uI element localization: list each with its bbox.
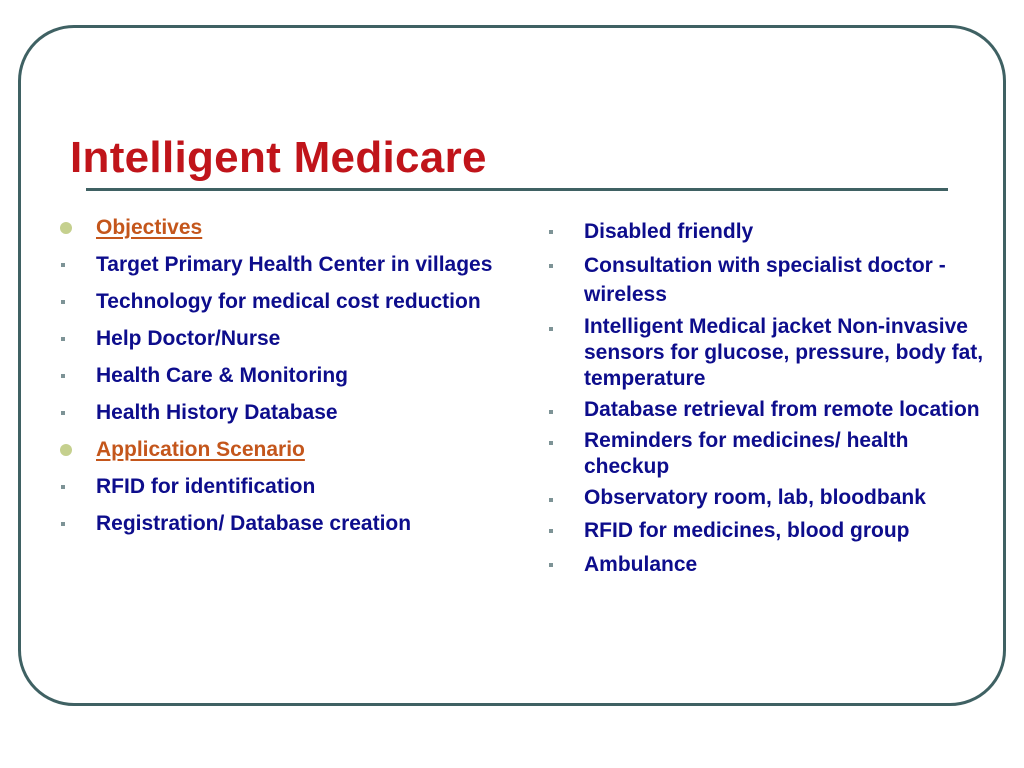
list-item-text: RFID for identification [96, 475, 316, 498]
list-heading-text: Application Scenario [96, 438, 305, 461]
list-item [548, 397, 998, 423]
circle-bullet-icon [60, 435, 80, 464]
square-bullet-icon [60, 472, 80, 501]
list-item [548, 314, 998, 392]
square-bullet-icon [60, 361, 80, 390]
list-item [60, 398, 500, 427]
list-heading-text: Objectives [96, 216, 203, 239]
list-item-text: Consultation with specialist doctor - wireless [584, 254, 946, 306]
list-item [548, 550, 998, 579]
list-heading-application-scenario [60, 435, 500, 464]
list-item [548, 516, 998, 545]
list-item [548, 217, 998, 246]
square-bullet-icon [60, 324, 80, 353]
square-bullet-icon [548, 485, 568, 514]
square-bullet-icon [548, 428, 568, 457]
square-bullet-icon [548, 397, 568, 426]
left-bullet-list [60, 213, 500, 546]
list-item [548, 428, 998, 480]
list-item [548, 485, 998, 511]
list-item-text: Database retrieval from remote location [584, 398, 980, 421]
list-item [60, 472, 500, 501]
square-bullet-icon [548, 516, 568, 545]
list-item [60, 509, 500, 538]
list-item [60, 250, 500, 279]
list-item-text: Help Doctor/Nurse [96, 327, 281, 350]
square-bullet-icon [548, 217, 568, 246]
list-item-text: RFID for medicines, blood group [584, 519, 910, 542]
list-item-text: Target Primary Health Center in villages [96, 253, 493, 276]
right-bullet-list [548, 217, 998, 584]
list-item-text: Registration/ Database creation [96, 512, 412, 535]
list-item [60, 287, 500, 316]
circle-bullet-icon [60, 213, 80, 242]
square-bullet-icon [548, 550, 568, 579]
square-bullet-icon [60, 287, 80, 316]
list-item [60, 324, 500, 353]
list-item-text: Ambulance [584, 553, 698, 576]
square-bullet-icon [60, 398, 80, 427]
list-item-text: Observatory room, lab, bloodbank [584, 486, 926, 509]
square-bullet-icon [548, 314, 568, 343]
square-bullet-icon [60, 509, 80, 538]
square-bullet-icon [548, 251, 568, 280]
list-item-text: Health History Database [96, 401, 338, 424]
title-underline-rule [86, 188, 948, 191]
list-heading-objectives [60, 213, 500, 242]
list-item-text: Intelligent Medical jacket Non-invasive sensors for glucose, pressure, body fat, temperature [584, 315, 984, 390]
list-item-text: Disabled friendly [584, 220, 754, 243]
list-item-text: Reminders for medicines/ health checkup [584, 429, 909, 478]
slide-title: Intelligent Medicare [70, 133, 487, 182]
list-item-text: Health Care & Monitoring [96, 364, 349, 387]
list-item [548, 251, 998, 309]
list-item-text: Technology for medical cost reduction [96, 290, 481, 313]
square-bullet-icon [60, 250, 80, 279]
list-item [60, 361, 500, 390]
